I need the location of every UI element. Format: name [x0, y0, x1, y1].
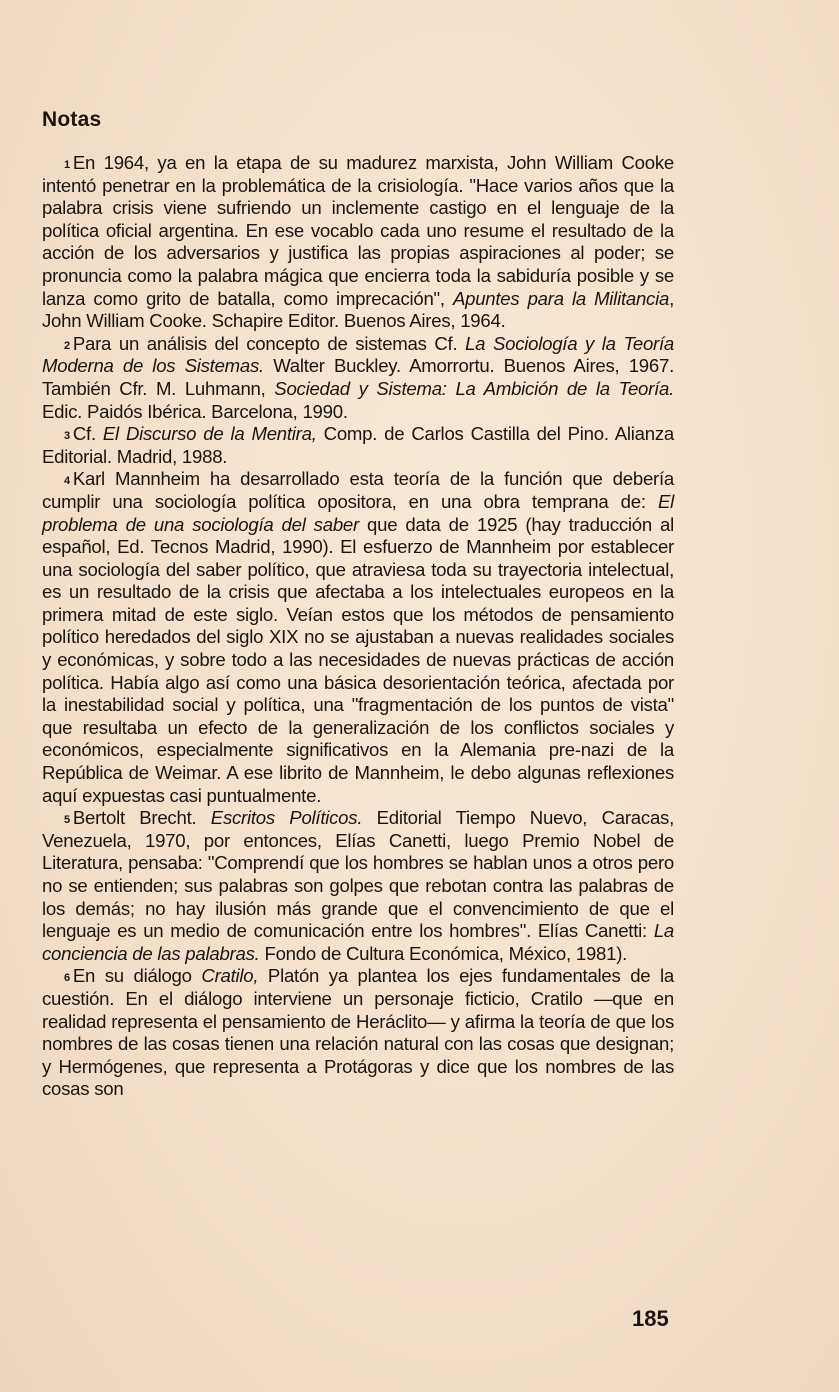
notes-heading: Notas: [42, 108, 102, 131]
note-text: Para un análisis del concepto de sistemas Cf.: [72, 332, 466, 354]
note-3: [42, 423, 674, 468]
page-number: 185: [632, 1306, 669, 1331]
note-5: [42, 807, 674, 965]
note-2: [42, 333, 674, 423]
note-text: Editorial Tiempo Nuevo, Caracas, Venezuela, 1970, por entonces, Elías Canetti, luego Premio Nobel de Literatura, pensaba: "Comprendí que los hombres se hablan unos a otros pero no se entienden; sus palabras son golpes que rebotan contra las palabras de los demás; no hay ilusión más grande que el convencimiento de que el lenguaje es un medio de comunicación entre los hombres". Elías Canetti:: [42, 807, 674, 942]
note-text: Walter Buckley. Amorrortu. Buenos Aires, 1967. También Cfr. M. Luhmann,: [42, 355, 674, 399]
note-text: Bertolt Brecht.: [72, 807, 211, 829]
note-title: La Sociología y la Teoría Moderna de los Sistemas.: [42, 332, 674, 377]
note-number: 4: [64, 475, 70, 488]
note-text: que data de 1925 (hay traducción al español, Ed. Tecnos Madrid, 1990). El esfuerzo de Mannheim por establecer una sociología del saber político, que atraviesa toda su trayectoria intelectual, es un resultado de la crisis que afectaba a los intelectuales europeos en la primera mitad de este siglo. Veían estos que los métodos de pensamiento político heredados del siglo XIX no se ajustaban a nuevas realidades sociales y económicas, y sobre todo a las necesidades de nuevas prácticas de acción política. Había algo así como una básica desorientación teórica, afectada por la inestabilidad social y política, una "fragmentación de los puntos de vista" que resultaba un efecto de la generalización de los conflictos sociales y económicos, especialmente significativos en la Alemania pre-nazi de la República de Weimar. A ese librito de Mannheim, le debo algunas reflexiones aquí expuestas casi puntualmente.: [42, 513, 674, 806]
notes-body: [42, 152, 674, 1101]
note-title: Escritos Políticos.: [210, 807, 363, 829]
note-text: Comp. de Carlos Castilla del Pino. Alianza Editorial. Madrid, 1988.: [42, 423, 674, 467]
note-number: 6: [64, 972, 70, 985]
note-text: Karl Mannheim ha desarrollado esta teoría de la función que debería cumplir una sociología política opositora, en una obra temprana de:: [42, 468, 674, 512]
note-title: La conciencia de las palabras.: [42, 920, 674, 964]
note-number: 5: [64, 814, 70, 827]
note-number: 1: [64, 159, 70, 171]
note-text: , John William Cooke. Schapire Editor. Buenos Aires, 1964.: [42, 287, 674, 332]
note-text: Platón ya plantea los ejes fundamentales de la cuestión. En el diálogo interviene un personaje ficticio, Cratilo —que en realidad representa el pensamiento de Heráclito— y afirma la teoría de que los nombres de las cosas tienen una relación natural con las cosas que designan; y Hermógenes, que representa a Protágoras y dice que los nombres de las cosas son: [42, 965, 674, 1100]
note-text: En su diálogo: [72, 965, 202, 987]
note-title: Sociedad y Sistema: La Ambición de la Teoría.: [274, 377, 674, 399]
note-6: [42, 965, 674, 1101]
note-title: El Discurso de la Mentira,: [102, 423, 317, 445]
note-text: Edic. Paidós Ibérica. Barcelona, 1990.: [42, 400, 348, 422]
note-number: 3: [64, 430, 70, 443]
note-text: Cf.: [72, 423, 103, 445]
note-text: En 1964, ya en la etapa de su madurez marxista, John William Cooke intentó penetrar en la problemática de la crisiología. "Hace varios años que la palabra crisis viene sufriendo un inclemente castigo en el lenguaje de la política oficial argentina. En ese vocablo cada uno resume el resultado de la acción de los adversarios y justifica las propias aspiraciones al poder; se pronuncia como la palabra mágica que encierra toda la sabiduría posible y se lanza como grito de batalla, como imprecación",: [42, 152, 674, 309]
note-4: [42, 468, 674, 807]
note-title: El problema de una sociología del saber: [42, 490, 674, 535]
note-title: Cratilo,: [201, 965, 259, 987]
note-1: [42, 152, 674, 333]
note-title: Apuntes para la Militancia: [452, 287, 670, 309]
note-text: Fondo de Cultura Económica, México, 1981).: [259, 942, 628, 964]
note-number: 2: [64, 339, 70, 352]
